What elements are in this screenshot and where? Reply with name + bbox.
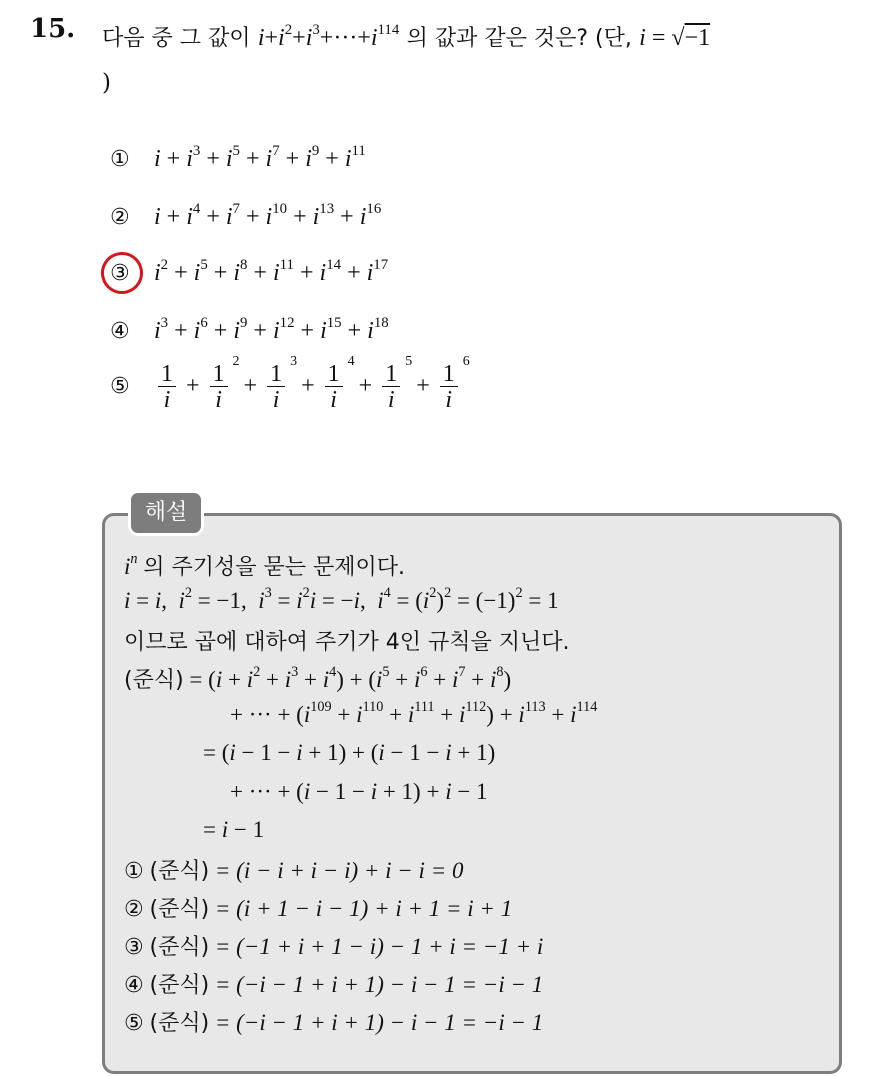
choice-number: ④ [110, 319, 130, 344]
choice-expression: $i^3 + i^6 + i^9 + i^{12} + i^{15} + i^{18}$ [154, 314, 389, 344]
check-line-2: ② (준식) = (i + 1 − i − 1) + i + 1 = i + 1 [124, 896, 513, 922]
check-line-5: ⑤ (준식) = (−i − 1 + i + 1) − i − 1 = −i − 1 [124, 1010, 544, 1036]
check-line-1: ① (준식) = (i − i + i − i) + i − i = 0 [124, 858, 464, 884]
solution-line-7: + ··· + (i − 1 − i + 1) + i − 1 [230, 779, 488, 804]
choice-number: ② [110, 205, 130, 230]
check-line-4: ④ (준식) = (−i − 1 + i + 1) − i − 1 = −i − 1 [124, 972, 544, 998]
choice-expression: $i + i^4 + i^7 + i^{10} + i^{13} + i^{16}$ [154, 200, 382, 230]
solution-label: (준식) [124, 668, 184, 693]
problem-number: 15. [30, 14, 76, 44]
solution-rule-text: 이므로 곱에 대하여 주기가 4인 규칙을 지닌다. [124, 630, 570, 655]
choice-1[interactable] [110, 142, 366, 173]
problem-condition: i = √−1 [639, 25, 711, 51]
choice-4[interactable] [110, 314, 389, 345]
solution-tag: 해설 [128, 490, 204, 536]
choice-number: ① [110, 147, 130, 172]
choice-expression: $i^2 + i^5 + i^8 + i^{11} + i^{14} + i^{17}$ [154, 256, 389, 286]
problem-close-paren: ) [102, 70, 111, 96]
choice-5[interactable] [110, 354, 470, 413]
choice-expression: $i + i^3 + i^5 + i^7 + i^9 + i^{11}$ [154, 142, 366, 172]
solution-intro-text: 의 주기성을 묻는 문제이다. [143, 555, 406, 580]
solution-line-1: $i^n$ 의 주기성을 묻는 문제이다. [124, 551, 406, 580]
problem-sum-expression: $i+i^2+i^3+\cdot\cdot\cdot+i^{114}$ [257, 21, 400, 51]
problem-statement [102, 16, 872, 105]
choice-2[interactable] [110, 200, 382, 231]
check-line-3: ③ (준식) = (−1 + i + 1 − i) − 1 + i = −1 + i [124, 934, 544, 960]
solution-line-3 [124, 625, 570, 656]
solution-line-6: = (i − 1 − i + 1) + (i − 1 − i + 1) [203, 740, 496, 765]
problem-text-post: 의 값과 같은 것은? (단, [406, 26, 632, 51]
choice-number: ⑤ [110, 374, 130, 400]
choice-number: ③ [110, 261, 130, 286]
solution-line-4: (준식) = $(i + i^2 + i^3 + i^4) + (i^5 + i^6 + i^7 + i^8)$ [124, 664, 512, 693]
solution-line-2: i = i, $i^2 = -1$, $i^3 = i^2i = -i$, $i^4 = (i^2)^2 = (-1)^2 = 1$ [124, 585, 559, 613]
solution-line-8: = i − 1 [203, 817, 265, 842]
solution-line-5: + ··· + $(i^{109} + i^{110} + i^{111} + i^{112}) + i^{113} + i^{114}$ [230, 699, 598, 727]
problem-text-pre: 다음 중 그 값이 [102, 26, 251, 51]
choice-expression: $\frac{1}{i}$ + 1 i 2 + 1 i 3 + 1 i 4 + 1 i 5 + 1 i 6 [154, 373, 462, 399]
choice-3[interactable] [110, 256, 389, 287]
